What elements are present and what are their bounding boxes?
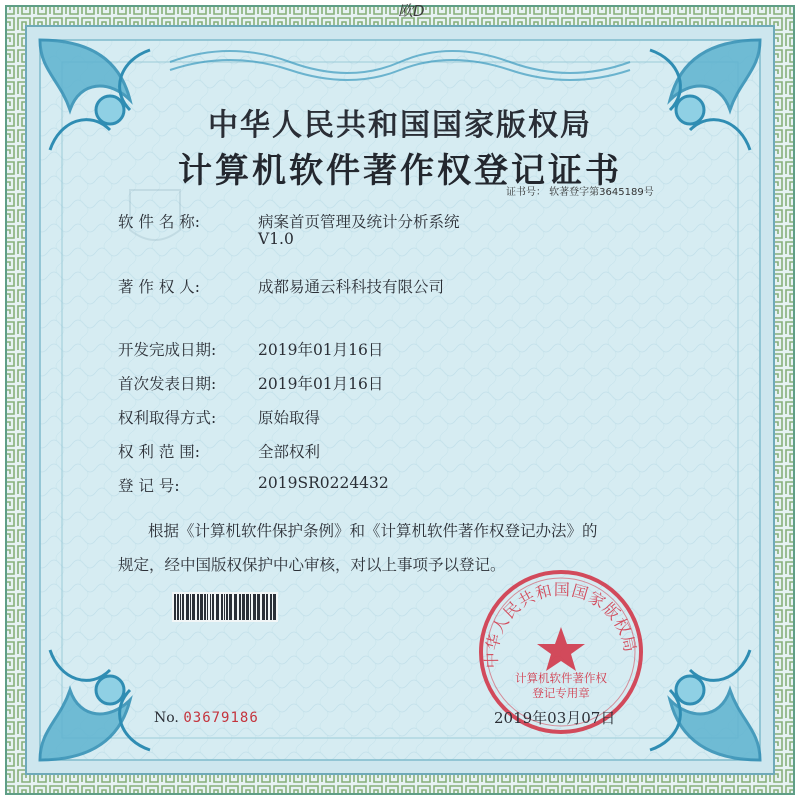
issuer-heading: 中华人民共和国国家版权局 [208, 108, 592, 143]
barcode-bar [216, 594, 219, 620]
registration-value: 2019SR0224432 [258, 474, 389, 492]
acquire-method-value: 原始取得 [258, 409, 321, 427]
barcode-bar [190, 594, 191, 620]
software-name-value: 病案首页管理及统计分析系统 [258, 213, 460, 231]
barcode-bar [174, 594, 176, 620]
barcode-bar [197, 594, 199, 620]
issue-date: 2019年03月07日 [494, 709, 616, 727]
barcode-bar [212, 594, 214, 620]
rights-scope-label: 权 利 范 围: [118, 443, 201, 461]
barcode-bar [207, 594, 208, 620]
barcode-bar [204, 594, 206, 620]
completion-date-label: 开发完成日期: [118, 341, 217, 359]
software-version: V1.0 [258, 230, 294, 248]
barcode-bar [250, 594, 251, 620]
barcode-bar [177, 594, 179, 620]
handwritten-note: 欧D [398, 2, 425, 20]
barcode-bar [221, 594, 223, 620]
registration-label: 登 记 号: [118, 477, 180, 495]
barcode-bar [210, 594, 211, 620]
acquire-method-label: 权利取得方式: [118, 409, 217, 427]
barcode-bar [226, 594, 228, 620]
barcode-bar [200, 594, 203, 620]
barcode-bar [229, 594, 232, 620]
owner-label: 著 作 权 人: [118, 278, 201, 296]
seal-line-1: 计算机软件著作权 [515, 671, 607, 685]
seal-line-2: 登记专用章 [532, 686, 590, 700]
serial-label: No. [154, 710, 179, 726]
certificate-number: 证书号： 软著登字第3645189号 [506, 187, 654, 198]
barcode-bar [257, 594, 260, 620]
serial-value: 03679186 [183, 710, 259, 726]
statement-line-1: 根据《计算机软件保护条例》和《计算机软件著作权登记办法》的 [148, 522, 598, 540]
publish-date-value: 2019年01月16日 [258, 375, 384, 393]
barcode-bar [234, 594, 237, 620]
barcode-bar [270, 594, 272, 620]
barcode-bar [253, 594, 256, 620]
barcode-bar [182, 594, 184, 620]
barcode-bar [246, 594, 249, 620]
serial-number [154, 710, 259, 726]
barcode-bar [273, 594, 276, 620]
barcode-bar [180, 594, 181, 620]
barcode-bar [239, 594, 241, 620]
certificate-title: 计算机软件著作权登记证书 [178, 151, 622, 191]
barcode-bar [242, 594, 245, 620]
publish-date-label: 首次发表日期: [118, 375, 217, 393]
software-name-label: 软 件 名 称: [118, 213, 201, 231]
statement-line-2: 规定，经中国版权保护中心审核，对以上事项予以登记。 [118, 556, 506, 574]
barcode-bar [224, 594, 225, 620]
barcode-bar [266, 594, 268, 620]
barcode-bar [192, 594, 195, 620]
rights-scope-value: 全部权利 [258, 443, 321, 461]
owner-value: 成都易通云科科技有限公司 [258, 278, 445, 296]
barcode-bar [262, 594, 265, 620]
barcode-bar [186, 594, 189, 620]
completion-date-value: 2019年01月16日 [258, 341, 384, 359]
seal-ring-text: 中华人民共和国国家版权局 [481, 579, 640, 669]
